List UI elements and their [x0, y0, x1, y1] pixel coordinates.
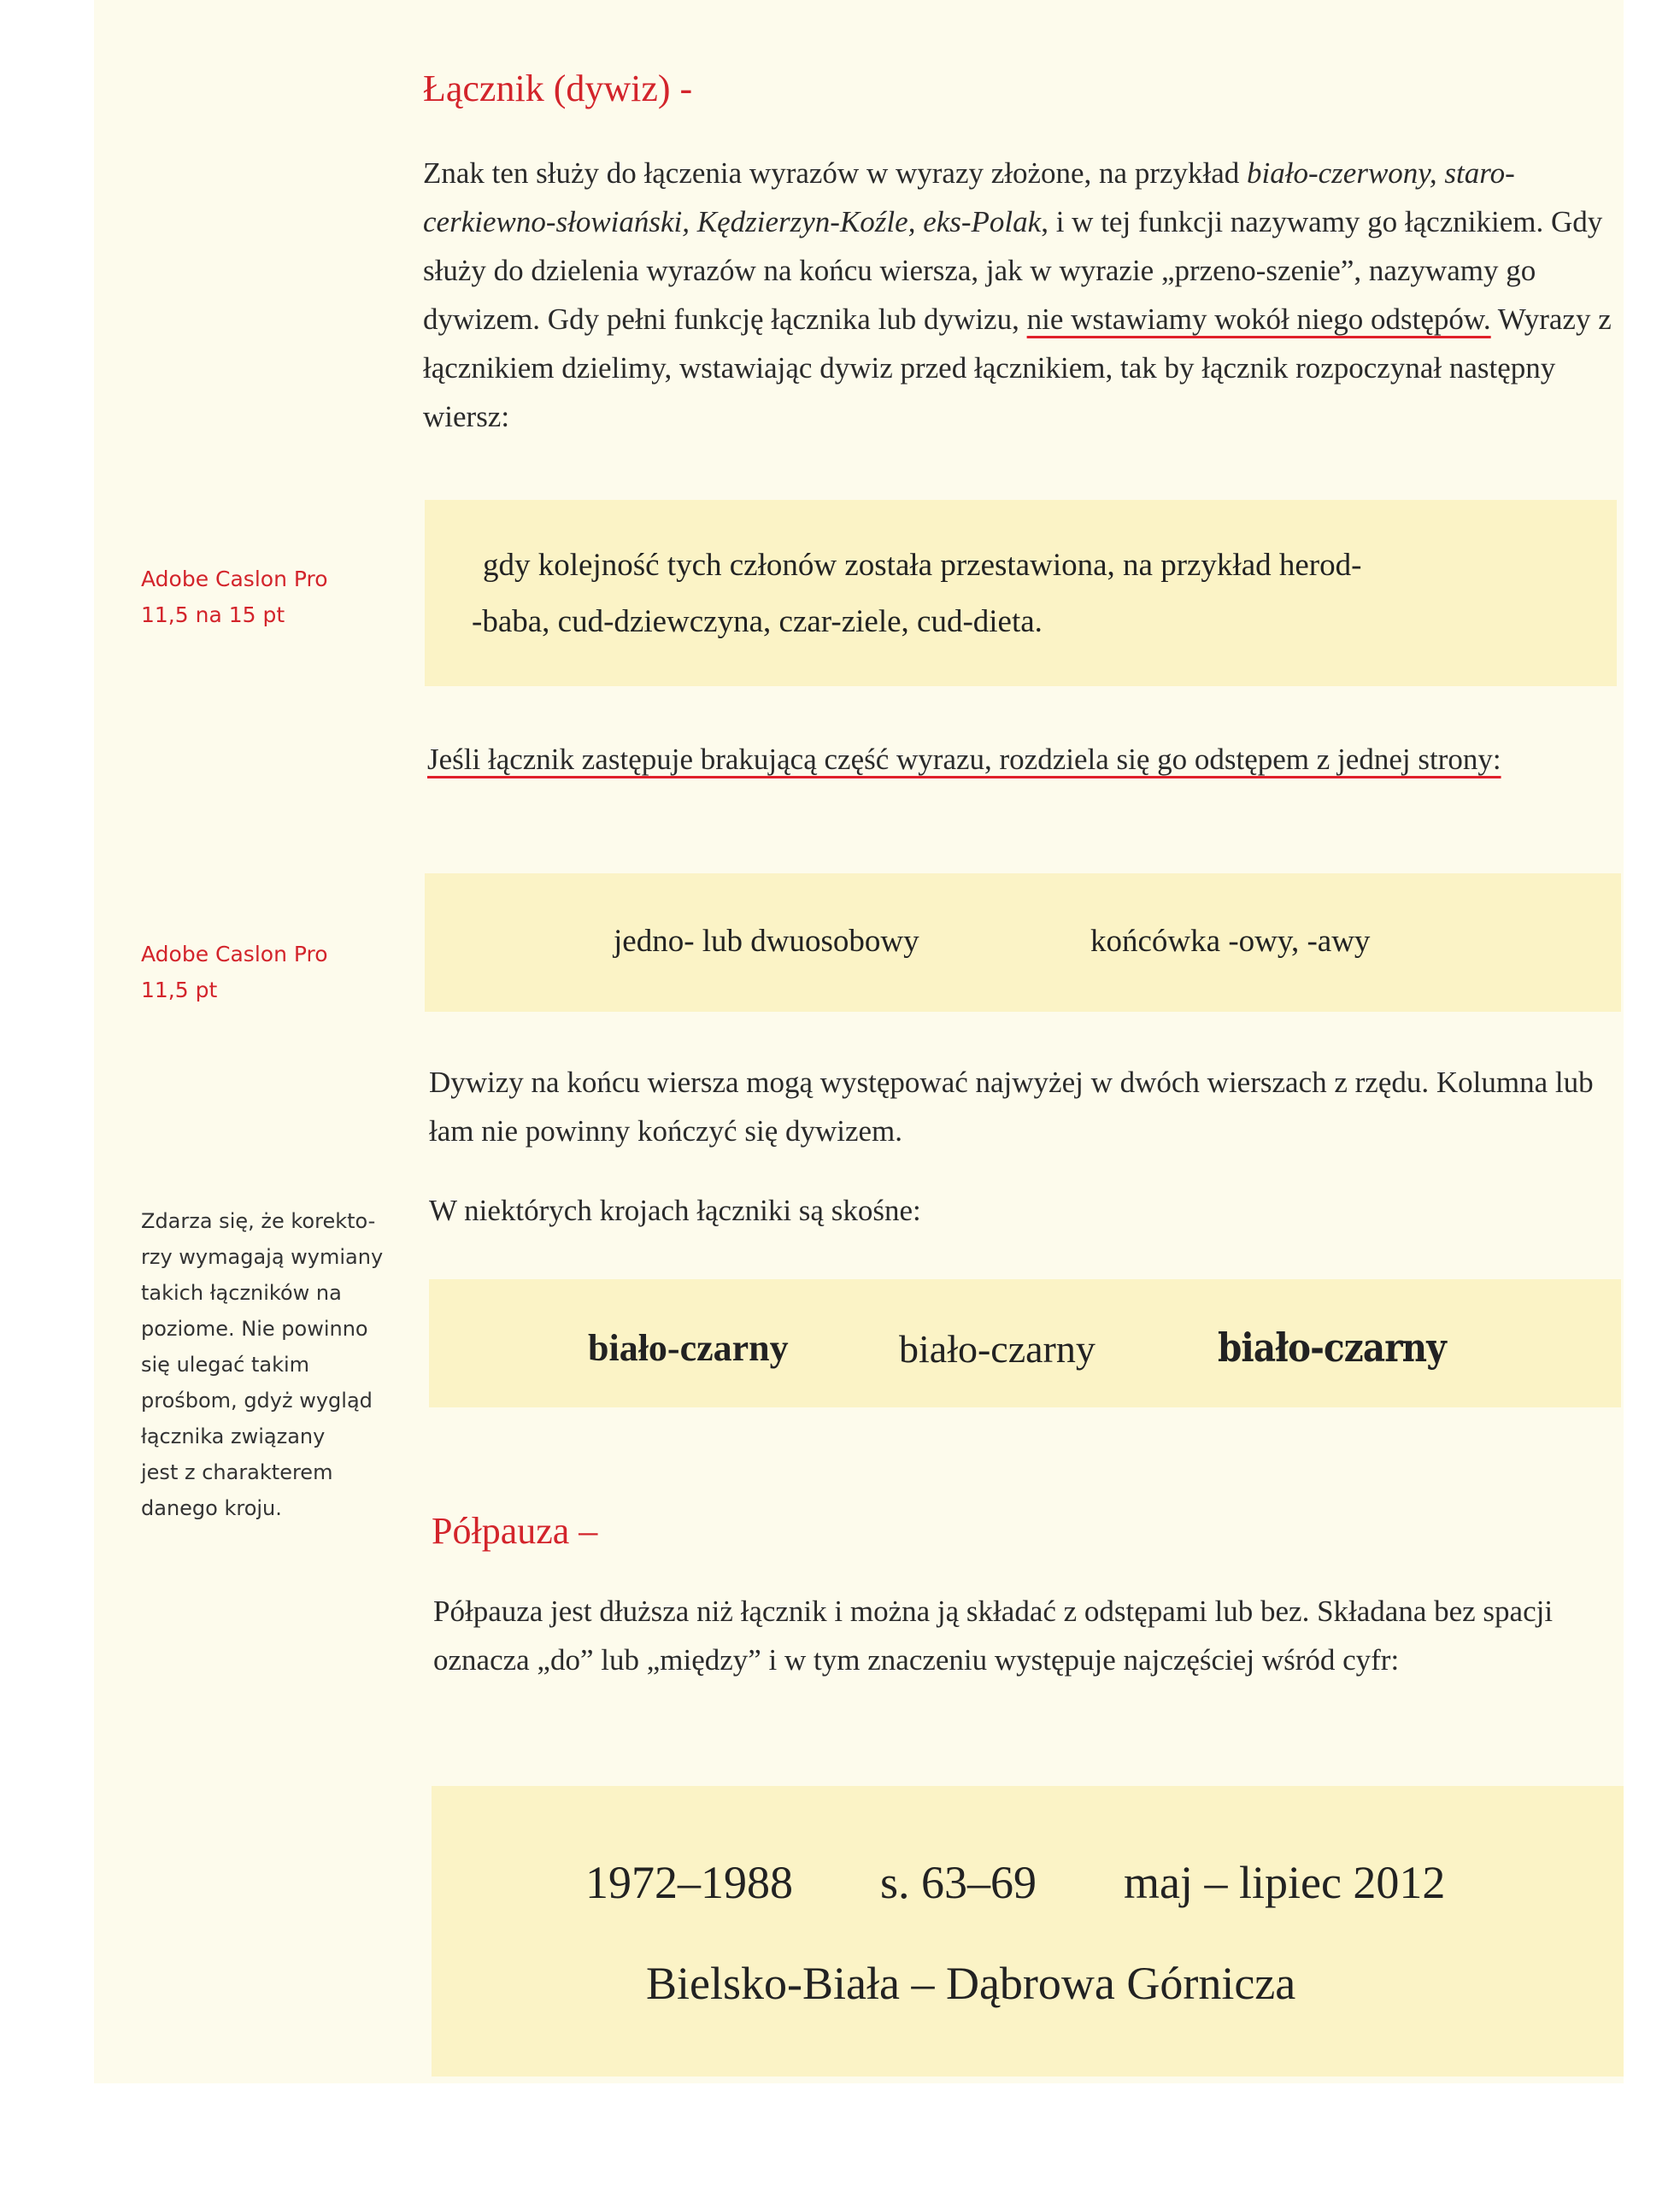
example-suspended-b: końcówka -owy, -awy [1090, 924, 1371, 959]
para-text: Wyrazy z łącznikiem dzielimy, wstawiając dywiz przed łącznikiem, tak by łącznik rozpoczynał następny wiersz: [423, 303, 1612, 433]
example-months: maj – lipiec 2012 [1124, 1857, 1446, 1908]
underlined-rule: Jeśli łącznik zastępuje brakującą część wyrazu, rozdziela się go odstępem z jednej strony: [427, 743, 1501, 776]
example-years: 1972–1988 [585, 1857, 793, 1908]
paragraph-missing-part [427, 735, 1624, 784]
example-slanted-blackletter: biało-czarny [1218, 1325, 1446, 1371]
sidebar-font-name: Adobe Caslon Pro [141, 567, 328, 591]
example-pages: s. 63–69 [880, 1857, 1037, 1908]
sidebar-note-font-2 [141, 937, 328, 1008]
example-slanted-bold: biało-czarny [588, 1327, 789, 1369]
sidebar-note-comment [141, 1203, 383, 1526]
para-text: , i w tej funkcji nazywamy go łącznikiem. Gdy służy do dzielenia wyrazów na końcu wiersza, jak w wyrazie „przeno-szenie”, nazywamy go dywizem. Gdy pełni funkcję łącznika lub dywizu, [423, 205, 1603, 336]
section-heading-lacznik: Łącznik (dywiz) - [423, 68, 693, 109]
para-italic-examples: biało-czerwony, staro-cerkiewno-słowiański, Kędzierzyn-Koźle, eks-Polak [423, 156, 1515, 238]
example-line-1: gdy kolejność tych członów została przestawiona, na przykład herod- [483, 548, 1362, 583]
example-box-en-dash [432, 1786, 1624, 2076]
sidebar-note-line: Zdarza się, że korekto- [141, 1209, 376, 1233]
sidebar-note-line: jest z charakterem [141, 1460, 333, 1484]
para-text: Znak ten służy do łączenia wyrazów w wyrazy złożone, na przykład [423, 156, 1248, 190]
paragraph-lacznik-intro [423, 149, 1630, 441]
sidebar-font-name: Adobe Caslon Pro [141, 942, 328, 966]
sidebar-note-line: rzy wymagają wymiany [141, 1245, 384, 1269]
sidebar-note-line: takich łączników na [141, 1281, 342, 1305]
paragraph-slanted: W niektórych krojach łączniki są skośne: [429, 1194, 921, 1227]
sidebar-note-line: poziome. Nie powinno [141, 1317, 368, 1341]
sidebar-note-line: łącznika związany [141, 1424, 326, 1448]
sidebar-note-line: danego kroju. [141, 1496, 282, 1520]
example-line-2: -baba, cud-dziewczyna, czar-ziele, cud-dieta. [472, 604, 1043, 639]
sidebar-font-size: 11,5 pt [141, 978, 218, 1002]
paragraph-polpauza: Półpauza jest dłuższa niż łącznik i można ją składać z odstępami lub bez. Składana bez spacji oznacza „do” lub „między” i w tym znaczeniu występuje najczęściej wśród cyfr: [433, 1595, 1554, 1677]
paragraph-line-end: Dywizy na końcu wiersza mogą występować najwyżej w dwóch wierszach z rzędu. Kolumna lub łam nie powinny kończyć się dywizem. [429, 1066, 1594, 1148]
example-suspended-a: jedno- lub dwuosobowy [614, 924, 919, 959]
example-slanted-regular: biało-czarny [899, 1327, 1096, 1371]
sidebar-note-line: się ulegać takim [141, 1353, 310, 1377]
example-box-suspended-hyphen [425, 873, 1621, 1012]
underlined-rule: nie wstawiamy wokół niego odstępów. [1026, 303, 1491, 336]
sidebar-font-size: 11,5 na 15 pt [141, 602, 285, 627]
section-heading-polpauza: Półpauza – [432, 1510, 598, 1552]
example-box-hyphen-break [425, 500, 1617, 686]
sidebar-note-line: prośbom, gdyż wygląd [141, 1389, 373, 1413]
sidebar-note-font-1 [141, 561, 328, 633]
example-cities: Bielsko-Biała – Dąbrowa Górnicza [646, 1958, 1296, 2009]
